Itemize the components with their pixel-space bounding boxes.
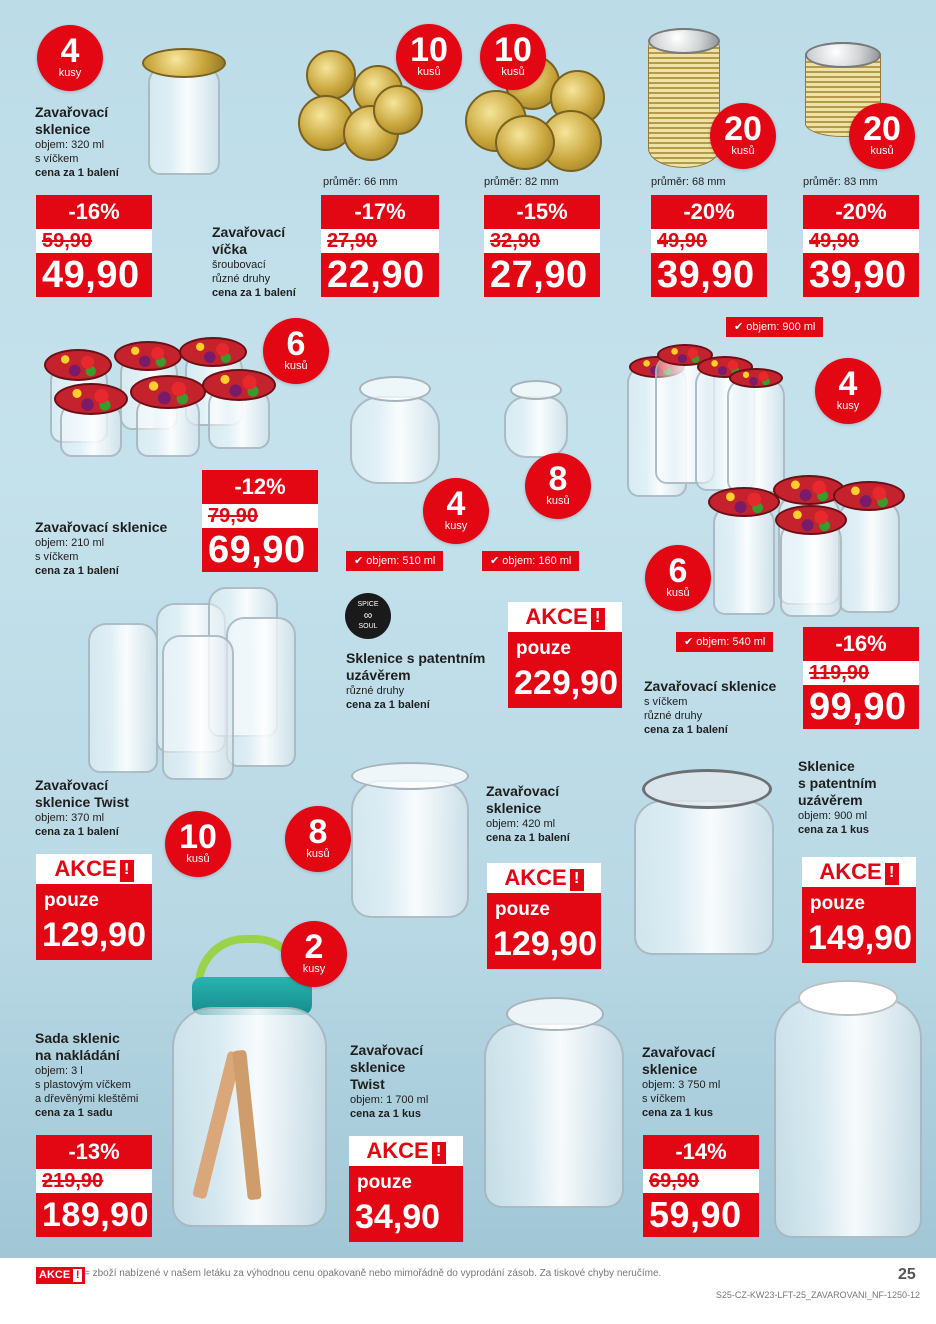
product-volume: objem: 3 l <box>35 1065 83 1077</box>
new-price: 27,90 <box>484 253 600 297</box>
badge-unit: kusy <box>58 67 82 79</box>
badge-unit: kusů <box>186 853 210 865</box>
quantity-badge <box>849 103 915 169</box>
product-detail: s plastovým víčkem <box>35 1079 131 1091</box>
price-box <box>643 1135 759 1237</box>
akce-price-box <box>508 602 622 708</box>
old-price: 59,90 <box>36 229 152 253</box>
new-price: 69,90 <box>202 528 318 572</box>
price-box <box>803 195 919 297</box>
badge-number: 4 <box>446 485 466 523</box>
badge-unit: kusy <box>302 963 326 975</box>
product-volume: objem: 420 ml <box>486 818 556 830</box>
product-title: Zavařovací <box>35 777 109 793</box>
badge-unit: kusy <box>836 400 860 412</box>
badge-number: 6 <box>286 325 306 363</box>
product-detail: různé druhy <box>644 710 703 722</box>
jar-image <box>140 40 230 180</box>
badge-unit: kusů <box>306 848 330 860</box>
pouze-label: pouze <box>802 887 916 917</box>
akce-price: 129,90 <box>487 923 601 969</box>
badge-unit: kusů <box>870 145 894 157</box>
old-price: 27,90 <box>321 229 439 253</box>
badge-unit: kusů <box>284 360 308 372</box>
product-info <box>35 519 195 578</box>
old-price: 49,90 <box>803 229 919 253</box>
diameter-label: průměr: 82 mm <box>484 176 559 188</box>
product-title: sklenice Twist <box>35 794 129 810</box>
product-unit: cena za 1 balení <box>35 167 119 179</box>
product-unit: cena za 1 balení <box>35 565 119 577</box>
badge-unit: kusů <box>731 145 755 157</box>
akce-legend-text: AKCE <box>39 1269 71 1281</box>
product-unit: cena za 1 balení <box>346 699 430 711</box>
badge-number: 4 <box>60 32 80 70</box>
new-price: 22,90 <box>321 253 439 297</box>
badge-number: 4 <box>838 365 858 403</box>
badge-number: 10 <box>179 818 217 856</box>
pouze-label: pouze <box>508 632 622 662</box>
quantity-badge <box>525 453 591 519</box>
twist-jars-image <box>78 583 303 783</box>
akce-price-box <box>349 1136 463 1242</box>
akce-text: AKCE <box>525 604 588 629</box>
product-title: sklenice <box>35 121 91 137</box>
twist-jar-1700ml-image <box>482 995 627 1210</box>
discount-percent: -20% <box>651 195 767 229</box>
product-unit: cena za 1 sadu <box>35 1107 113 1119</box>
diameter-label: průměr: 66 mm <box>323 176 398 188</box>
discount-percent: -16% <box>36 195 152 229</box>
patent-jar-large-image <box>345 372 445 487</box>
volume-tag: ✔ objem: 510 ml <box>346 551 443 571</box>
quantity-badge <box>285 806 351 872</box>
akce-price-box <box>36 854 152 960</box>
badge-number: 10 <box>410 31 448 69</box>
new-price: 99,90 <box>803 685 919 729</box>
product-volume: objem: 1 700 ml <box>350 1094 429 1106</box>
product-detail: s víčkem <box>642 1093 686 1105</box>
product-title: Zavařovací <box>486 783 560 799</box>
product-unit: cena za 1 balení <box>35 826 119 838</box>
product-title: s patentním <box>798 775 877 791</box>
discount-percent: -15% <box>484 195 600 229</box>
akce-exclamation-icon: ! <box>570 869 584 891</box>
badge-number: 20 <box>863 110 901 148</box>
price-box <box>321 195 439 297</box>
product-unit: cena za 1 balení <box>644 724 728 736</box>
quantity-badge <box>423 478 489 544</box>
product-info <box>642 1044 772 1120</box>
discount-percent: -20% <box>803 195 919 229</box>
new-price: 39,90 <box>803 253 919 297</box>
akce-exclamation-icon: ! <box>120 860 134 882</box>
footer <box>0 1258 936 1324</box>
jars-540ml-image <box>688 465 913 620</box>
patent-jar-small-image <box>500 378 572 460</box>
product-detail: různé druhy <box>212 273 271 285</box>
badge-number: 20 <box>724 110 762 148</box>
old-price: 219,90 <box>36 1169 152 1193</box>
old-price: 49,90 <box>651 229 767 253</box>
price-box <box>484 195 600 297</box>
quantity-badge <box>165 811 231 877</box>
product-info <box>350 1042 470 1121</box>
badge-unit: kusy <box>444 520 468 532</box>
new-price: 59,90 <box>643 1193 759 1237</box>
product-title: Zavařovací sklenice <box>35 519 168 535</box>
product-title: sklenice <box>350 1059 406 1075</box>
product-volume: objem: 370 ml <box>35 812 105 824</box>
page-number: 25 <box>898 1266 916 1283</box>
discount-percent: -14% <box>643 1135 759 1169</box>
old-price: 32,90 <box>484 229 600 253</box>
product-unit: cena za 1 kus <box>798 824 869 836</box>
product-unit: cena za 1 balení <box>486 832 570 844</box>
product-detail: a dřevěnými kleštěmi <box>35 1093 139 1105</box>
akce-text: AKCE <box>366 1138 429 1163</box>
akce-exclamation-icon: ! <box>73 1269 82 1282</box>
product-detail: s víčkem <box>35 551 79 563</box>
akce-label <box>802 857 916 887</box>
volume-tag: ✔ objem: 900 ml <box>726 317 823 337</box>
product-info <box>35 1030 175 1120</box>
akce-price: 149,90 <box>802 917 916 963</box>
product-detail: různé druhy <box>346 685 405 697</box>
akce-label <box>349 1136 463 1166</box>
akce-text: AKCE <box>819 859 882 884</box>
product-volume: objem: 210 ml <box>35 537 105 549</box>
product-title: Zavařovací <box>642 1044 716 1060</box>
badge-number: 8 <box>308 813 328 851</box>
quantity-badge <box>281 921 347 987</box>
jar-3750ml-image <box>772 978 924 1240</box>
old-price: 79,90 <box>202 504 318 528</box>
pouze-label: pouze <box>349 1166 463 1196</box>
price-box <box>36 195 152 297</box>
quantity-badge <box>37 25 103 91</box>
akce-price: 129,90 <box>36 914 152 960</box>
akce-text: AKCE <box>54 856 117 881</box>
pouze-label: pouze <box>36 884 152 914</box>
product-info <box>212 224 322 300</box>
volume-tag: ✔ objem: 540 ml <box>676 632 773 652</box>
patent-jar-900ml-image <box>632 765 792 960</box>
price-box <box>202 470 318 572</box>
badge-number: 8 <box>548 460 568 498</box>
brand-logo-text: SPICE <box>357 601 379 608</box>
lids-stack-image <box>648 28 720 168</box>
old-price: 119,90 <box>803 661 919 685</box>
akce-exclamation-icon: ! <box>432 1142 446 1164</box>
product-detail: s víčkem <box>35 153 79 165</box>
akce-label <box>36 854 152 884</box>
product-detail: s víčkem <box>644 696 688 708</box>
badge-number: 2 <box>304 928 324 966</box>
discount-percent: -12% <box>202 470 318 504</box>
quantity-badge <box>480 24 546 90</box>
akce-price-box <box>487 863 601 969</box>
product-volume: objem: 320 ml <box>35 139 105 151</box>
badge-number: 6 <box>668 552 688 590</box>
price-box <box>651 195 767 297</box>
badge-number: 10 <box>494 31 532 69</box>
product-title: Zavařovací sklenice <box>644 678 777 694</box>
badge-unit: kusů <box>417 66 441 78</box>
price-box <box>803 627 919 729</box>
diameter-label: průměr: 83 mm <box>803 176 878 188</box>
quantity-badge <box>710 103 776 169</box>
badge-unit: kusů <box>501 66 525 78</box>
discount-percent: -16% <box>803 627 919 661</box>
product-title: Zavařovací <box>212 224 286 240</box>
product-title: uzávěrem <box>346 667 411 683</box>
brand-logo <box>345 593 391 639</box>
akce-price: 229,90 <box>508 662 622 708</box>
diameter-label: průměr: 68 mm <box>651 176 726 188</box>
product-volume: objem: 3 750 ml <box>642 1079 721 1091</box>
product-info <box>346 650 506 712</box>
document-code: S25-CZ-KW23-LFT-25_ZAVAROVANI_NF-1250-12 <box>715 1290 920 1300</box>
new-price: 39,90 <box>651 253 767 297</box>
product-unit: cena za 1 kus <box>642 1107 713 1119</box>
quantity-badge <box>396 24 462 90</box>
jars-image <box>40 335 285 460</box>
product-unit: cena za 1 balení <box>212 287 296 299</box>
discount-percent: -13% <box>36 1135 152 1169</box>
product-title: sklenice <box>486 800 542 816</box>
product-title: Twist <box>350 1076 385 1092</box>
brand-logo-text: SOUL <box>358 623 378 630</box>
product-info <box>35 777 165 839</box>
akce-exclamation-icon: ! <box>591 608 605 630</box>
footer-note: = zboží nabízené v našem letáku za výhodnou cenu opakovaně nebo mimořádně do vyprodání zásob. Za tiskové chyby neručíme. <box>84 1268 662 1279</box>
akce-exclamation-icon: ! <box>885 863 899 885</box>
product-title: sklenice <box>642 1061 698 1077</box>
product-volume: objem: 900 ml <box>798 810 868 822</box>
akce-legend-badge <box>36 1267 85 1284</box>
akce-label <box>508 602 622 632</box>
akce-label <box>487 863 601 893</box>
product-title: Sada sklenic <box>35 1030 120 1046</box>
new-price: 189,90 <box>36 1193 152 1237</box>
badge-unit: kusů <box>546 495 570 507</box>
discount-percent: -17% <box>321 195 439 229</box>
quantity-badge <box>645 545 711 611</box>
pouze-label: pouze <box>487 893 601 923</box>
quantity-badge <box>263 318 329 384</box>
product-unit: cena za 1 kus <box>350 1108 421 1120</box>
product-info <box>644 678 799 737</box>
product-title: uzávěrem <box>798 792 863 808</box>
product-title: Sklenice s patentním <box>346 650 486 666</box>
product-title: víčka <box>212 241 248 257</box>
product-info <box>35 104 145 180</box>
product-title: Zavařovací <box>350 1042 424 1058</box>
product-detail: šroubovací <box>212 259 266 271</box>
old-price: 69,90 <box>643 1169 759 1193</box>
brand-logo-symbol: ∞ <box>363 608 373 622</box>
price-box <box>36 1135 152 1237</box>
jar-420ml-image <box>345 760 475 920</box>
quantity-badge <box>815 358 881 424</box>
product-title: Sklenice <box>798 758 855 774</box>
product-title: na nakládání <box>35 1047 120 1063</box>
new-price: 49,90 <box>36 253 152 297</box>
badge-unit: kusů <box>666 587 690 599</box>
product-title: Zavařovací <box>35 104 109 120</box>
akce-price: 34,90 <box>349 1196 463 1242</box>
akce-text: AKCE <box>504 865 567 890</box>
product-info <box>798 758 918 837</box>
akce-price-box <box>802 857 916 963</box>
volume-tag: ✔ objem: 160 ml <box>482 551 579 571</box>
product-info <box>486 783 616 845</box>
